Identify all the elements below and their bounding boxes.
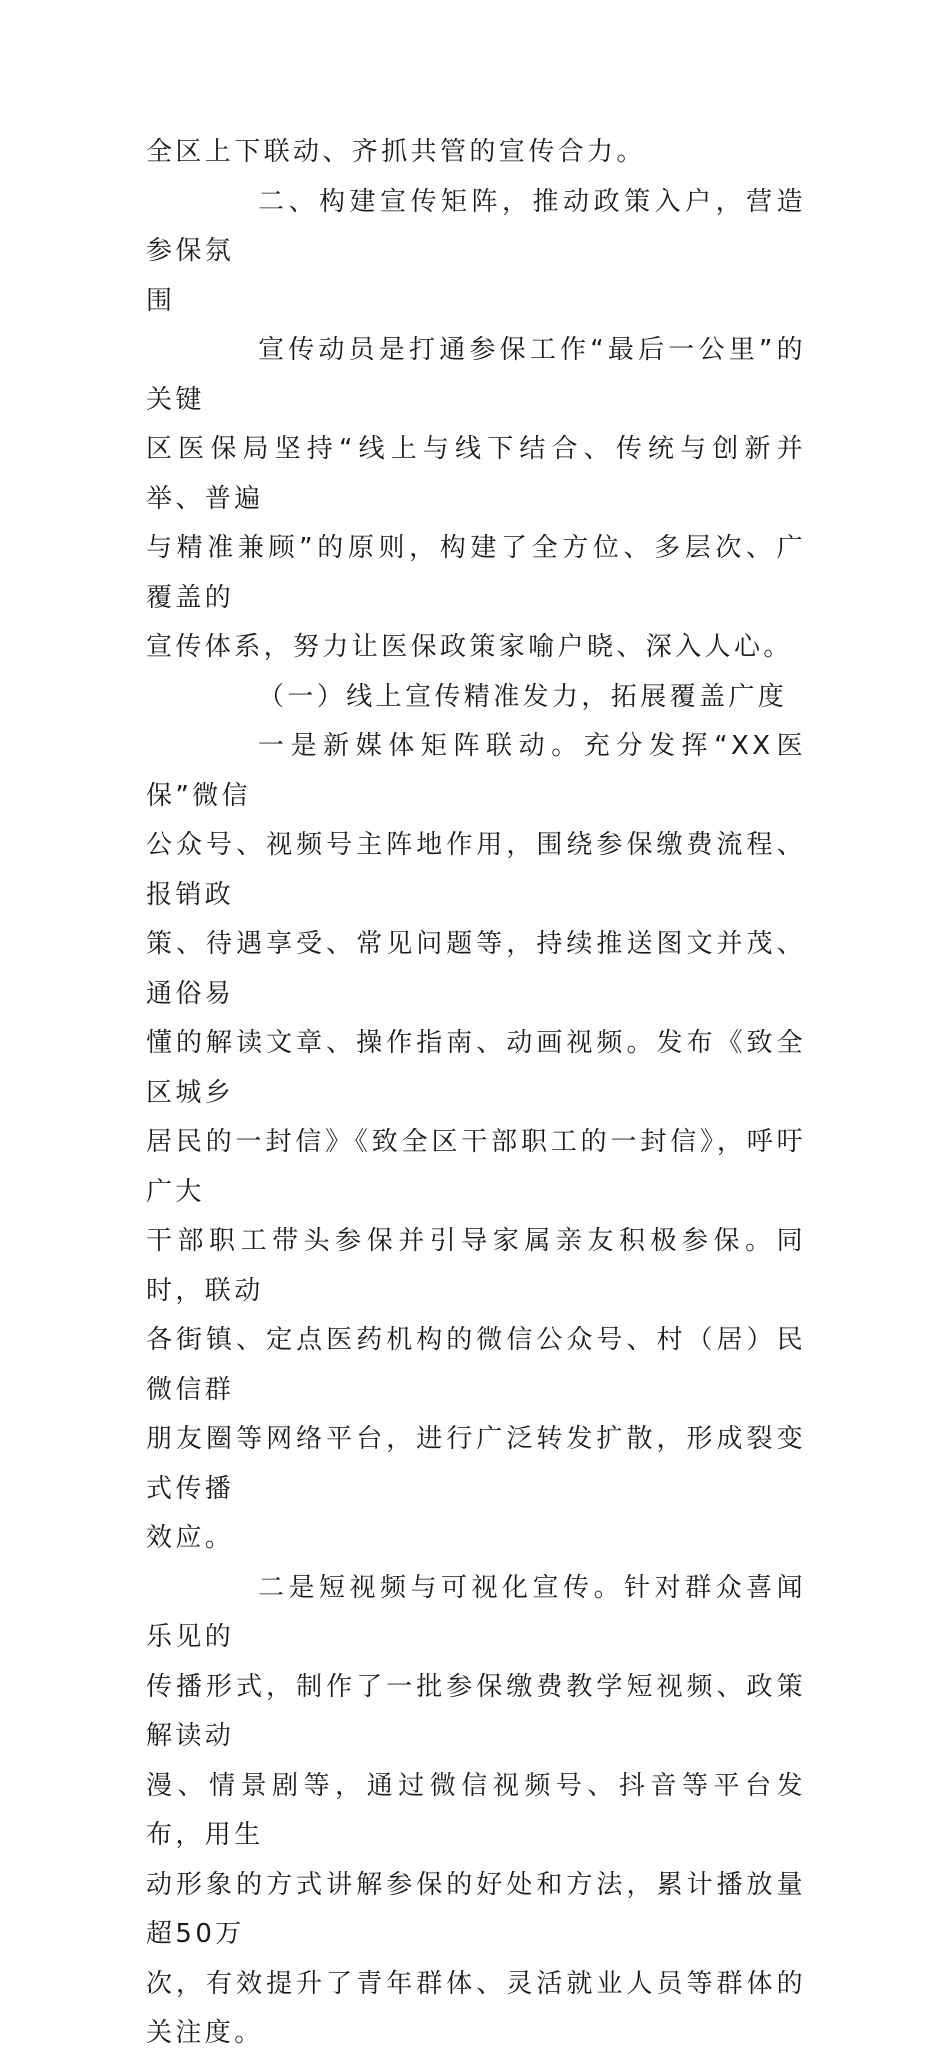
text-line: 传播形式，制作了一批参保缴费教学短视频、政策解读动 [146,1671,806,1751]
text-line: 宣传体系，努力让医保政策家喻户晓、深入人心。 [146,632,793,662]
text-line: 各街镇、定点医药机构的微信公众号、村（居）民微信群 [146,1325,806,1405]
text-line: 朋友圈等网络平台，进行广泛转发扩散，形成裂变式传播 [146,1424,806,1504]
text-line: 一是新媒体矩阵联动。充分发挥“XX医保”微信 [146,731,806,811]
section-heading-2 [146,178,806,327]
document-page [146,128,806,2059]
text-line: 效应。 [146,1523,235,1553]
text-line: 漫、情景剧等，通过微信视频号、抖音等平台发布，用生 [146,1770,806,1850]
text-line: 策、待遇享受、常见问题等，持续推送图文并茂、通俗易 [146,929,806,1009]
text-line: 二是短视频与可视化宣传。针对群众喜闻乐见的 [146,1572,806,1652]
text-line: 懂的解读文章、操作指南、动画视频。发布《致全区城乡 [146,1028,806,1108]
text-line: 动形象的方式讲解参保的好处和方法，累计播放量超50万 [146,1869,806,1949]
text-line: 次，有效提升了青年群体、灵活就业人员等群体的关注度。 [146,1968,806,2048]
subsection-heading-1 [146,673,806,723]
paragraph-continuation [146,128,806,178]
text-line: 宣传动员是打通参保工作“最后一公里”的关键 [146,335,806,415]
text-line: （一）线上宣传精准发力，拓展覆盖广度 [258,681,788,712]
paragraph-intro [146,326,806,673]
text-line: 干部职工带头参保并引导家属亲友积极参保。同时，联动 [146,1226,806,1306]
text-line: 居民的一封信》《致全区干部职工的一封信》，呼吁广大 [146,1127,806,1207]
paragraph-short-video [146,1564,806,2059]
text-line: 与精准兼顾”的原则，构建了全方位、多层次、广覆盖的 [146,533,806,613]
text-line: 区医保局坚持“线上与线下结合、传统与创新并举、普遍 [146,434,806,514]
text-line: 全区上下联动、齐抓共管的宣传合力。 [146,137,646,167]
text-line: 公众号、视频号主阵地作用，围绕参保缴费流程、报销政 [146,830,806,910]
paragraph-new-media [146,722,806,1564]
text-line: 围 [146,285,176,316]
text-line: 二、构建宣传矩阵，推动政策入户，营造参保氛 [146,186,806,266]
